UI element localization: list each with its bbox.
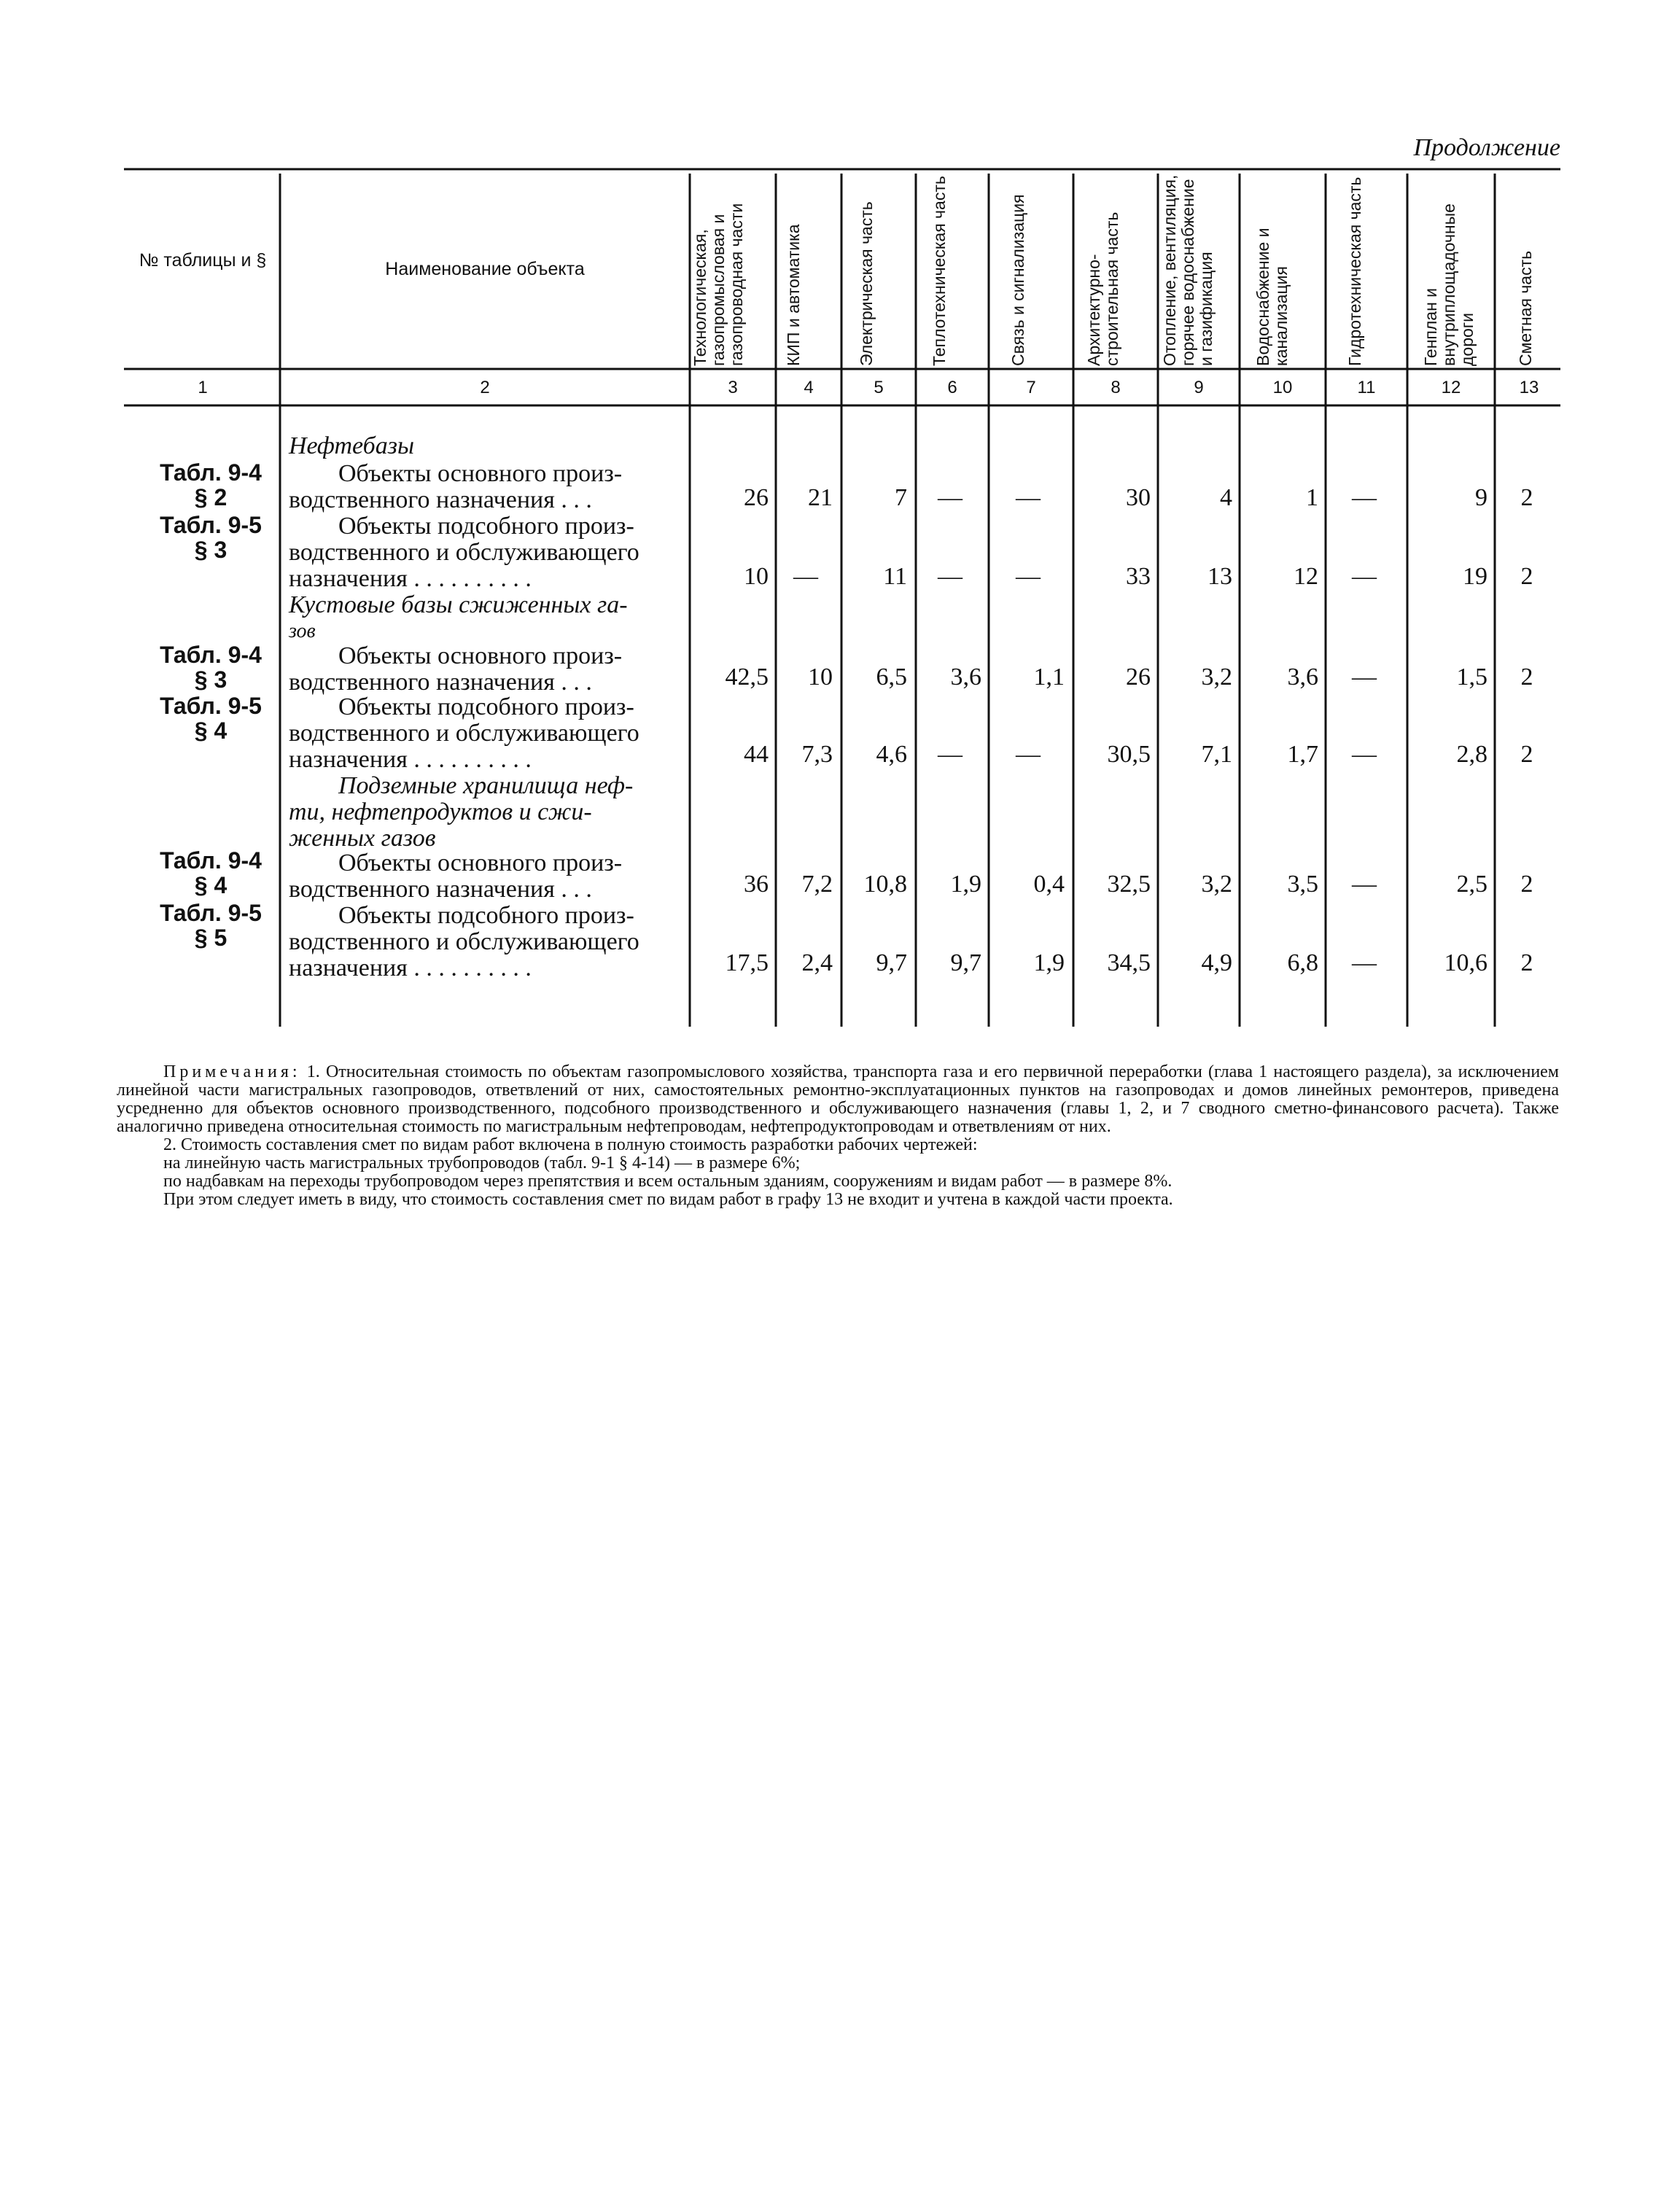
note-2a: на линейную часть магистральных трубопроводов (табл. 9-1 § 4-14) — в размере 6%; bbox=[163, 1154, 801, 1173]
cost-value-cell: 2,5 bbox=[1456, 871, 1488, 898]
cost-value-cell: 2 bbox=[1520, 563, 1533, 590]
cost-value-cell: — bbox=[938, 484, 962, 511]
col-number: 5 bbox=[874, 378, 884, 397]
cost-value-cell: 42,5 bbox=[725, 664, 769, 691]
header-table-number: № таблицы и § bbox=[139, 250, 267, 271]
cost-value-cell: — bbox=[1016, 563, 1041, 590]
object-name-line: Объекты основного произ- bbox=[338, 460, 623, 487]
notes-label: Примечания: bbox=[163, 1062, 301, 1081]
cost-value-cell: — bbox=[793, 563, 818, 590]
cost-value-cell: 3,6 bbox=[1287, 664, 1318, 691]
object-name-line: водственного и обслуживающего bbox=[289, 928, 639, 955]
cost-value-cell: — bbox=[1016, 484, 1041, 511]
cost-value-cell: — bbox=[1352, 484, 1377, 511]
note-3: При этом следует иметь в виду, что стоимость составления смет по видам работ в графу 13 не входит и учтена в каждой части проекта. bbox=[163, 1190, 1173, 1209]
cost-value-cell: — bbox=[1016, 741, 1041, 768]
cost-value-cell: 2 bbox=[1520, 664, 1533, 691]
col-number: 7 bbox=[1026, 378, 1036, 397]
header-col-12: Генплан и внутриплощадочные дороги bbox=[1421, 203, 1477, 366]
col-number: 4 bbox=[804, 378, 814, 397]
object-name-line: Объекты основного произ- bbox=[338, 849, 623, 876]
cost-value-cell: 2 bbox=[1520, 484, 1533, 511]
cost-value-cell: — bbox=[938, 563, 962, 590]
cost-value-cell: 10 bbox=[808, 664, 833, 691]
object-name-line: Объекты основного произ- bbox=[338, 642, 623, 669]
col-number: 3 bbox=[728, 378, 738, 397]
cost-value-cell: 4,6 bbox=[876, 741, 907, 768]
section-title: женных газов bbox=[289, 825, 436, 852]
cost-value-cell: 10 bbox=[744, 563, 769, 590]
cost-value-cell: 17,5 bbox=[725, 949, 769, 976]
object-name-line: водственного и обслуживающего bbox=[289, 539, 639, 566]
cost-value-cell: 30 bbox=[1126, 484, 1151, 511]
object-name-line: назначения . . . . . . . . . . bbox=[289, 954, 532, 981]
header-object-name: Наименование объекта bbox=[385, 259, 585, 279]
paragraph-ref: § 3 bbox=[194, 537, 228, 563]
cost-value-cell: 9,7 bbox=[950, 949, 981, 976]
cost-value-cell: 7,3 bbox=[801, 741, 833, 768]
header-col-9: Отопление, вентиляция, горячее водоснабжение и газификация bbox=[1160, 174, 1216, 366]
cost-value-cell: 12 bbox=[1294, 563, 1318, 590]
table-ref: Табл. 9-5 bbox=[160, 512, 262, 538]
section-title: Нефтебазы bbox=[289, 432, 415, 459]
cost-value-cell: 30,5 bbox=[1107, 741, 1151, 768]
note-2b: по надбавкам на переходы трубопроводом через препятствия и всем остальным зданиям, сооружениям и видам работ — в размере 8%. bbox=[163, 1172, 1172, 1191]
cost-value-cell: 6,5 bbox=[876, 664, 907, 691]
cost-value-cell: 36 bbox=[744, 871, 769, 898]
cost-value-cell: 3,2 bbox=[1201, 664, 1232, 691]
cost-value-cell: 33 bbox=[1126, 563, 1151, 590]
note-1-text: 1. Относительная стоимость по объектам газопромыслового хозяйства, транспорта газа и его первичной переработки (глава 1 настоящего раздела), за исключением линейной части магистральных газопроводов, ответвлений от них, самостоятельных ремонтно-эксплуатационных пунктов на газопроводах и домов линейных ремонтеров, приведена усредненно для объектов основного производственного, подсобного производственного и обслуживающего назначения (главы 1, 2, и 7 сводного сметно-финансового расчета). Также аналогично приведена относительная стоимость по магистральным нефтепроводам, нефтепродуктопроводам и ответвлениям от них. bbox=[117, 1062, 1559, 1136]
paragraph-ref: § 3 bbox=[194, 666, 228, 693]
cost-value-cell: 44 bbox=[744, 741, 769, 768]
cost-value-cell: 2,8 bbox=[1456, 741, 1488, 768]
table-ref: Табл. 9-4 bbox=[160, 642, 262, 668]
cost-value-cell: 4 bbox=[1220, 484, 1232, 511]
col-number: 8 bbox=[1111, 378, 1121, 397]
col-number: 6 bbox=[947, 378, 957, 397]
paragraph-ref: § 4 bbox=[194, 872, 228, 898]
cost-value-cell: 2 bbox=[1520, 871, 1533, 898]
cost-value-cell: 2,4 bbox=[801, 949, 833, 976]
cost-value-cell: 3,2 bbox=[1201, 871, 1232, 898]
table-ref: Табл. 9-4 bbox=[160, 459, 262, 486]
cost-value-cell: 1,7 bbox=[1287, 741, 1318, 768]
cost-value-cell: — bbox=[1352, 871, 1377, 898]
cost-value-cell: — bbox=[1352, 741, 1377, 768]
notes-block bbox=[117, 1063, 1559, 1209]
cost-value-cell: 19 bbox=[1463, 563, 1488, 590]
cost-value-cell: 10,6 bbox=[1444, 949, 1488, 976]
object-name-line: водственного назначения . . . bbox=[289, 486, 592, 513]
col-number: 10 bbox=[1272, 378, 1293, 397]
cost-value-cell: 7 bbox=[895, 484, 907, 511]
object-name-line: назначения . . . . . . . . . . bbox=[289, 565, 532, 592]
col-number: 11 bbox=[1357, 378, 1376, 397]
col-number: 9 bbox=[1194, 378, 1204, 397]
object-name-line: водственного назначения . . . bbox=[289, 876, 592, 903]
cost-value-cell: 4,9 bbox=[1201, 949, 1232, 976]
paragraph-ref: § 4 bbox=[194, 718, 228, 744]
cost-value-cell: 26 bbox=[744, 484, 769, 511]
paragraph-ref: § 5 bbox=[194, 925, 228, 951]
cost-value-cell: 9 bbox=[1475, 484, 1488, 511]
note-2: 2. Стоимость составления смет по видам работ включена в полную стоимость разработки рабочих чертежей: bbox=[163, 1135, 978, 1154]
col-number: 12 bbox=[1441, 378, 1461, 397]
header-col-11: Гидротехническая часть bbox=[1345, 176, 1364, 366]
cost-value-cell: 7,1 bbox=[1201, 741, 1232, 768]
table-ref: Табл. 9-5 bbox=[160, 693, 262, 719]
cost-value-cell: 3,5 bbox=[1287, 871, 1318, 898]
header-col-5: Электрическая часть bbox=[857, 201, 876, 366]
cost-value-cell: 0,4 bbox=[1033, 871, 1065, 898]
cost-value-cell: — bbox=[1352, 563, 1377, 590]
note-1 bbox=[117, 1063, 1559, 1136]
cost-value-cell: 34,5 bbox=[1107, 949, 1151, 976]
header-col-13: Сметная часть bbox=[1516, 250, 1535, 366]
header-col-3: Технологическая, газопромысловая и газопроводная части bbox=[691, 203, 746, 366]
continuation-label: Продолжение bbox=[1413, 134, 1560, 161]
header-col-6: Теплотехническая часть bbox=[930, 176, 949, 366]
object-name-line: Объекты подсобного произ- bbox=[338, 693, 634, 720]
cost-value-cell: 9,7 bbox=[876, 949, 907, 976]
cost-value-cell: 1,9 bbox=[950, 871, 981, 898]
col-number: 2 bbox=[480, 378, 490, 397]
cost-value-cell: 26 bbox=[1126, 664, 1151, 691]
cost-value-cell: 1,1 bbox=[1033, 664, 1065, 691]
cost-value-cell: — bbox=[1352, 664, 1377, 691]
cost-value-cell: 2 bbox=[1520, 949, 1533, 976]
table-ref: Табл. 9-5 bbox=[160, 900, 262, 926]
cost-value-cell: 2 bbox=[1520, 741, 1533, 768]
cost-value-cell: 3,6 bbox=[950, 664, 981, 691]
cost-value-cell: 1 bbox=[1306, 484, 1318, 511]
cost-value-cell: 32,5 bbox=[1107, 871, 1151, 898]
object-name-line: назначения . . . . . . . . . . bbox=[289, 746, 532, 773]
object-name-line: водственного назначения . . . bbox=[289, 669, 592, 696]
section-title: зов bbox=[289, 620, 316, 642]
object-name-line: Объекты подсобного произ- bbox=[338, 513, 634, 540]
cost-value-cell: 21 bbox=[808, 484, 833, 511]
cost-value-cell: 11 bbox=[883, 563, 907, 590]
object-name-line: Объекты подсобного произ- bbox=[338, 902, 634, 929]
col-number: 13 bbox=[1519, 378, 1539, 397]
paragraph-ref: § 2 bbox=[194, 484, 228, 510]
cost-value-cell: — bbox=[1352, 949, 1377, 976]
object-name-line: водственного и обслуживающего bbox=[289, 720, 639, 747]
section-title: Кустовые базы сжиженных га- bbox=[289, 591, 628, 618]
cost-value-cell: 1,5 bbox=[1456, 664, 1488, 691]
header-col-8: Архитектурно-строительная часть bbox=[1084, 211, 1121, 366]
header-col-10: Водоснабжение и канализация bbox=[1253, 228, 1291, 366]
cost-value-cell: 10,8 bbox=[863, 871, 907, 898]
cost-value-cell: — bbox=[938, 741, 962, 768]
section-title: ти, нефтепродуктов и сжи- bbox=[289, 798, 592, 825]
section-title: Подземные хранилища неф- bbox=[338, 772, 634, 799]
cost-value-cell: 13 bbox=[1208, 563, 1232, 590]
header-col-4: КИП и автоматика bbox=[784, 224, 803, 366]
table-ref: Табл. 9-4 bbox=[160, 847, 262, 874]
cost-value-cell: 6,8 bbox=[1287, 949, 1318, 976]
cost-value-cell: 1,9 bbox=[1033, 949, 1065, 976]
col-number: 1 bbox=[198, 378, 208, 397]
header-col-7: Связь и сигнализация bbox=[1008, 194, 1027, 366]
cost-value-cell: 7,2 bbox=[801, 871, 833, 898]
